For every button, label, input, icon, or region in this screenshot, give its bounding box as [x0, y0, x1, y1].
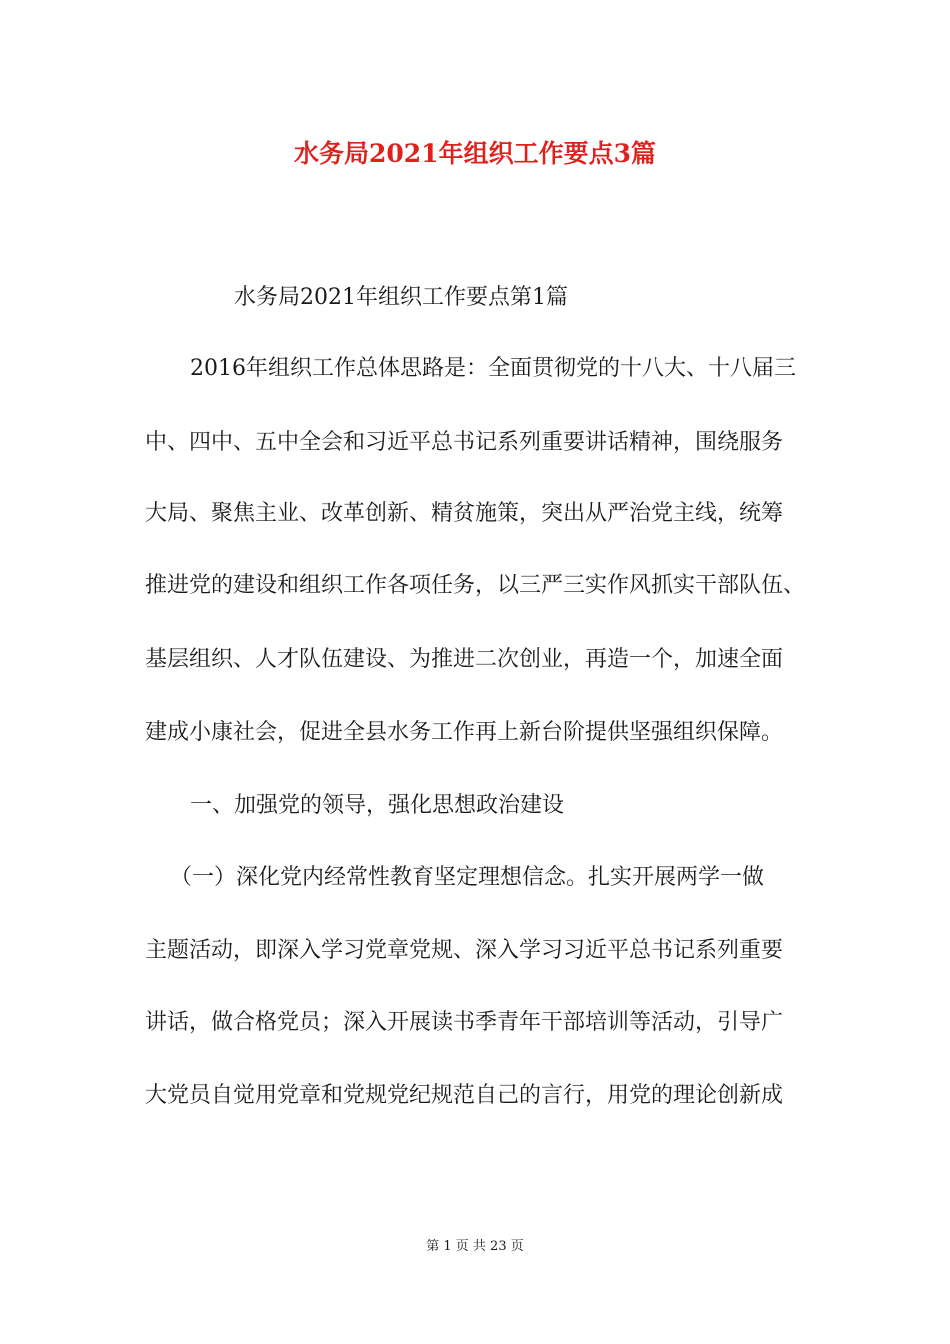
paragraph-line: （一）深化党内经常性教育坚定理想信念。扎实开展两学一做: [170, 865, 765, 890]
section-subtitle: 水务局2021年组织工作要点第1篇: [234, 285, 568, 310]
page-number-footer: 第 1 页 共 23 页: [426, 1239, 524, 1254]
paragraph-line: 讲话，做合格党员；深入开展读书季青年干部培训等活动，引导广: [145, 1010, 784, 1035]
document-title: 水务局2021年组织工作要点3篇: [294, 139, 656, 168]
paragraph-line: 中、四中、五中全会和习近平总书记系列重要讲话精神，围绕服务: [145, 430, 784, 455]
paragraph-line: 基层组织、人才队伍建设、为推进二次创业，再造一个，加速全面: [145, 647, 784, 672]
paragraph-line: 建成小康社会，促进全县水务工作再上新台阶提供坚强组织保障。: [145, 720, 784, 745]
paragraph-line: 推进党的建设和组织工作各项任务，以三严三实作风抓实干部队伍、: [145, 573, 806, 598]
paragraph-line: 2016年组织工作总体思路是：全面贯彻党的十八大、十八届三: [190, 356, 796, 381]
section-heading: 一、加强党的领导，强化思想政治建设: [190, 793, 565, 818]
paragraph-line: 大局、聚焦主业、改革创新、精贫施策，突出从严治党主线，统筹: [145, 501, 784, 526]
paragraph-line: 主题活动，即深入学习党章党规、深入学习习近平总书记系列重要: [145, 938, 784, 963]
paragraph-line: 大党员自觉用党章和党规党纪规范自己的言行，用党的理论创新成: [145, 1083, 784, 1108]
